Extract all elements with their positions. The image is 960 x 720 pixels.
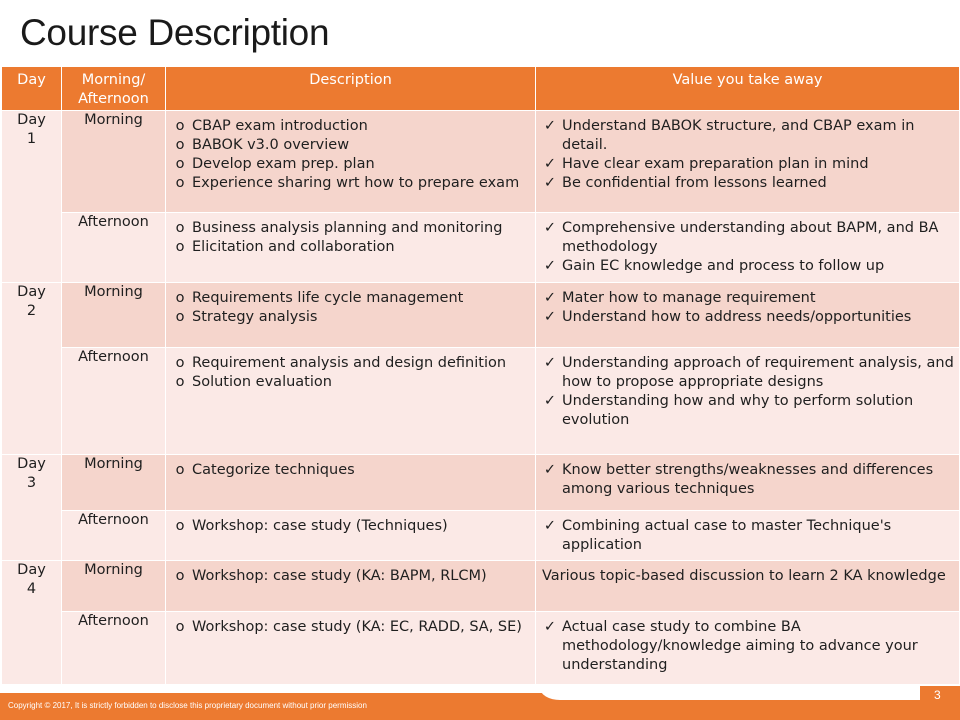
slide-title: Course Description (20, 12, 330, 53)
check-icon: ✓ (543, 518, 557, 534)
list-item (172, 373, 531, 392)
day-label: Day 4 (17, 562, 46, 597)
description-cell (166, 511, 536, 561)
table-row (2, 455, 960, 511)
table-row (2, 348, 960, 455)
value-cell (536, 455, 960, 511)
description-cell (166, 111, 536, 213)
value-list (536, 455, 959, 503)
footer-curve (540, 686, 920, 700)
header-session: Morning/ Afternoon (62, 67, 166, 111)
session-cell: Afternoon (62, 348, 166, 455)
description-cell (166, 213, 536, 283)
list-item-text: Understanding approach of requirement analysis, and how to propose appropriate designs (562, 355, 954, 390)
session-cell: Morning (62, 283, 166, 348)
value-cell (536, 511, 960, 561)
list-item-text: Requirements life cycle management (192, 290, 464, 306)
check-icon: ✓ (543, 220, 557, 236)
bullet-icon: o (175, 619, 185, 635)
list-item (542, 308, 955, 327)
check-icon: ✓ (543, 309, 557, 325)
check-icon: ✓ (543, 156, 557, 172)
list-item (172, 136, 531, 155)
description-cell (166, 283, 536, 348)
list-item (172, 174, 531, 193)
session-cell: Afternoon (62, 612, 166, 685)
list-item (172, 461, 531, 480)
list-item-text: Know better strengths/weaknesses and differences among various techniques (562, 462, 934, 497)
list-item-text: Gain EC knowledge and process to follow up (562, 258, 885, 274)
check-icon: ✓ (543, 462, 557, 478)
table-header-row (2, 67, 960, 111)
bullet-icon: o (175, 239, 185, 255)
list-item (542, 289, 955, 308)
list-item (172, 354, 531, 373)
description-cell (166, 612, 536, 685)
page-number: 3 (934, 688, 941, 702)
table-row (2, 283, 960, 348)
list-item-text: Strategy analysis (192, 309, 318, 325)
list-item (172, 117, 531, 136)
list-item-text: Requirement analysis and design definition (192, 355, 507, 371)
value-list (536, 213, 959, 280)
day-label: Day 1 (17, 112, 46, 147)
value-list (536, 111, 959, 197)
list-item (172, 289, 531, 308)
bullet-icon: o (175, 290, 185, 306)
value-text: Various topic-based discussion to learn 2 KA knowledge (542, 568, 946, 584)
day-cell (2, 111, 62, 283)
list-item-text: Elicitation and collaboration (192, 239, 395, 255)
table-row (2, 511, 960, 561)
table-row (2, 213, 960, 283)
description-list (166, 283, 535, 331)
day-cell (2, 455, 62, 561)
list-item (542, 219, 955, 257)
list-item (542, 257, 955, 276)
header-value: Value you take away (536, 67, 960, 111)
description-list (166, 455, 535, 484)
list-item (172, 238, 531, 257)
list-item-text: Workshop: case study (Techniques) (192, 518, 448, 534)
list-item (172, 219, 531, 238)
list-item (172, 618, 531, 637)
description-list (166, 612, 535, 641)
description-cell (166, 348, 536, 455)
day-cell (2, 283, 62, 455)
list-item (172, 155, 531, 174)
session-cell: Afternoon (62, 511, 166, 561)
list-item-text: Combining actual case to master Technique's application (562, 518, 892, 553)
table-row (2, 111, 960, 213)
value-cell (536, 283, 960, 348)
value-list (536, 612, 959, 679)
list-item (542, 354, 955, 392)
value-cell (536, 348, 960, 455)
day-label: Day 3 (17, 456, 46, 491)
check-icon: ✓ (543, 258, 557, 274)
list-item-text: Understand how to address needs/opportunities (562, 309, 912, 325)
value-list (536, 348, 959, 434)
description-list (166, 561, 535, 590)
description-list (166, 111, 535, 197)
value-cell (536, 561, 960, 612)
day-label: Day 2 (17, 284, 46, 319)
bullet-icon: o (175, 175, 185, 191)
value-cell (536, 111, 960, 213)
table-row (2, 612, 960, 685)
bullet-icon: o (175, 309, 185, 325)
list-item-text: Have clear exam preparation plan in mind (562, 156, 869, 172)
course-table (1, 66, 960, 685)
bullet-icon: o (175, 137, 185, 153)
description-cell (166, 561, 536, 612)
session-cell: Morning (62, 455, 166, 511)
list-item (172, 308, 531, 327)
header-description: Description (166, 67, 536, 111)
value-cell (536, 612, 960, 685)
list-item (542, 461, 955, 499)
list-item-text: Workshop: case study (KA: EC, RADD, SA, SE) (192, 619, 522, 635)
check-icon: ✓ (543, 175, 557, 191)
check-icon: ✓ (543, 619, 557, 635)
check-icon: ✓ (543, 355, 557, 371)
list-item-text: BABOK v3.0 overview (192, 137, 350, 153)
description-list (166, 511, 535, 540)
bullet-icon: o (175, 355, 185, 371)
value-list (536, 283, 959, 331)
table-row (2, 561, 960, 612)
value-list (536, 511, 959, 559)
day-cell (2, 561, 62, 685)
list-item-text: Develop exam prep. plan (192, 156, 375, 172)
check-icon: ✓ (543, 118, 557, 134)
header-day: Day (2, 67, 62, 111)
list-item-text: Understand BABOK structure, and CBAP exam in detail. (562, 118, 915, 153)
list-item-text: Understanding how and why to perform solution evolution (562, 393, 914, 428)
bullet-icon: o (175, 374, 185, 390)
session-cell: Morning (62, 561, 166, 612)
list-item (172, 517, 531, 536)
list-item-text: Experience sharing wrt how to prepare exam (192, 175, 520, 191)
copyright-text: Copyright © 2017, It is strictly forbidden to disclose this proprietary document without prior permission (8, 701, 367, 710)
list-item-text: Actual case study to combine BA methodology/knowledge aiming to advance your understanding (562, 619, 918, 673)
check-icon: ✓ (543, 393, 557, 409)
bullet-icon: o (175, 518, 185, 534)
bullet-icon: o (175, 220, 185, 236)
list-item (542, 155, 955, 174)
list-item (172, 567, 531, 586)
session-cell: Afternoon (62, 213, 166, 283)
list-item-text: Be confidential from lessons learned (562, 175, 827, 191)
list-item (542, 618, 955, 675)
list-item-text: Mater how to manage requirement (562, 290, 816, 306)
list-item-text: Workshop: case study (KA: BAPM, RLCM) (192, 568, 487, 584)
bullet-icon: o (175, 568, 185, 584)
list-item (542, 117, 955, 155)
description-cell (166, 455, 536, 511)
list-item (542, 392, 955, 430)
bullet-icon: o (175, 156, 185, 172)
list-item-text: Solution evaluation (192, 374, 332, 390)
list-item-text: Business analysis planning and monitoring (192, 220, 503, 236)
list-item-text: Comprehensive understanding about BAPM, and BA methodology (562, 220, 939, 255)
list-item-text: Categorize techniques (192, 462, 355, 478)
list-item-text: CBAP exam introduction (192, 118, 368, 134)
session-cell: Morning (62, 111, 166, 213)
bullet-icon: o (175, 118, 185, 134)
value-cell (536, 213, 960, 283)
bullet-icon: o (175, 462, 185, 478)
list-item (542, 517, 955, 555)
description-list (166, 348, 535, 396)
check-icon: ✓ (543, 290, 557, 306)
list-item (542, 174, 955, 193)
description-list (166, 213, 535, 261)
table-body (2, 111, 960, 685)
